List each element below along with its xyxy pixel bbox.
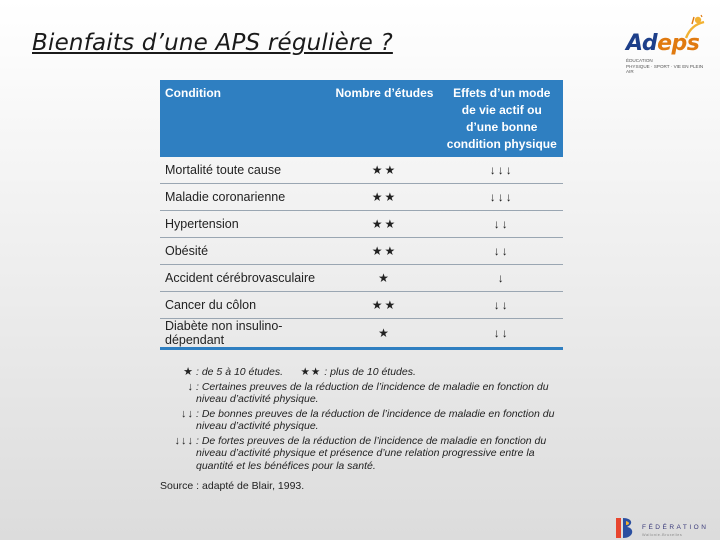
effect-cell: ↓↓ <box>441 292 563 319</box>
federation-subline: Wallonie-Bruxelles <box>642 533 683 537</box>
studies-cell: ★★ <box>328 292 440 319</box>
federation-logo <box>608 514 718 540</box>
table-row <box>160 319 563 349</box>
effect-cell: ↓↓↓ <box>441 184 563 211</box>
legend-three-arrows: ↓↓↓ : De fortes preuves de la réduction de l’incidence de maladie en fonction du niveau d’activité physique et présence d’une relation progressive entre la quantité et les bénéfices pour la santé. <box>160 435 560 473</box>
evidence-table <box>160 80 563 350</box>
federation-wordmark: FÉDÉRATION <box>642 524 709 531</box>
table-header-row <box>160 80 563 157</box>
column-header-condition: Condition <box>160 80 328 157</box>
table-row <box>160 265 563 292</box>
studies-cell: ★★ <box>328 157 440 184</box>
studies-cell: ★★ <box>328 211 440 238</box>
studies-cell: ★ <box>328 319 440 349</box>
triple-down-arrow-icon: ↓↓↓ <box>174 434 194 447</box>
table-legend <box>160 366 560 474</box>
adeps-subline: ÉDUCATION PHYSIQUE · SPORT · VIE EN PLEIN AIR <box>626 58 704 74</box>
table-row <box>160 157 563 184</box>
table-row <box>160 211 563 238</box>
star-icon: ★ <box>183 366 194 378</box>
slide-title: Bienfaits d’une APS régulière ? <box>32 30 393 56</box>
table-row <box>160 238 563 265</box>
effect-cell: ↓↓ <box>441 238 563 265</box>
source-note: Source : adapté de Blair, 1993. <box>160 480 305 492</box>
effect-cell: ↓↓ <box>441 319 563 349</box>
condition-cell: Mortalité toute cause <box>160 157 328 184</box>
column-header-effects: Effets d’un mode de vie actif ou d’une bonne condition physique <box>441 80 563 157</box>
condition-cell: Obésité <box>160 238 328 265</box>
effect-cell: ↓ <box>441 265 563 292</box>
down-arrow-icon: ↓ <box>187 380 194 393</box>
effect-cell: ↓↓↓ <box>441 157 563 184</box>
adeps-wordmark: Adeps <box>626 31 700 56</box>
adeps-logo <box>624 14 706 72</box>
condition-cell: Cancer du côlon <box>160 292 328 319</box>
studies-cell: ★ <box>328 265 440 292</box>
studies-cell: ★★ <box>328 184 440 211</box>
legend-two-arrows: ↓↓ : De bonnes preuves de la réduction de l’incidence de maladie en fonction du niveau d’activité physique. <box>160 408 560 433</box>
condition-cell: Diabète non insulino-dépendant <box>160 319 328 349</box>
column-header-studies: Nombre d’études <box>328 80 440 157</box>
effect-cell: ↓↓ <box>441 211 563 238</box>
legend-stars: ★ : de 5 à 10 études. ★★ : plus de 10 études. <box>160 366 560 379</box>
condition-cell: Maladie coronarienne <box>160 184 328 211</box>
studies-cell: ★★ <box>328 238 440 265</box>
double-star-icon: ★★ <box>300 366 322 378</box>
federation-emblem-icon <box>612 516 638 540</box>
condition-cell: Accident cérébrovasculaire <box>160 265 328 292</box>
condition-cell: Hypertension <box>160 211 328 238</box>
legend-one-arrow: ↓ : Certaines preuves de la réduction de l’incidence de maladie en fonction du niveau d’activité physique. <box>160 381 560 406</box>
table-row <box>160 184 563 211</box>
table-row <box>160 292 563 319</box>
double-down-arrow-icon: ↓↓ <box>181 407 194 420</box>
